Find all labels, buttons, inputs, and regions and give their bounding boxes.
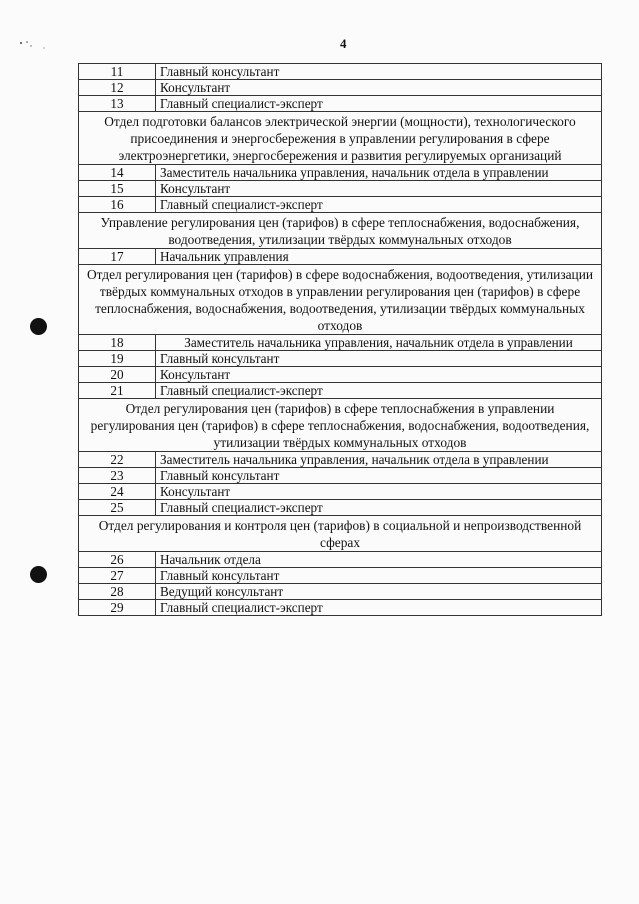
position-title: Консультант <box>156 367 602 383</box>
position-number: 15 <box>79 181 156 197</box>
table-row <box>79 181 602 197</box>
position-number: 17 <box>79 249 156 265</box>
position-title: Главный специалист-эксперт <box>156 96 602 112</box>
table-row <box>79 568 602 584</box>
table-row <box>79 249 602 265</box>
position-title: Главный консультант <box>156 468 602 484</box>
table-row <box>79 197 602 213</box>
table-row <box>79 468 602 484</box>
punch-hole-bottom <box>30 566 47 583</box>
position-title: Заместитель начальника управления, начальник отдела в управлении <box>156 165 602 181</box>
position-title: Заместитель начальника управления, начальник отдела в управлении <box>156 452 602 468</box>
table-row <box>79 64 602 80</box>
table-row <box>79 383 602 399</box>
position-number: 27 <box>79 568 156 584</box>
section-heading-row <box>79 265 602 335</box>
table-row <box>79 452 602 468</box>
section-heading-row <box>79 112 602 165</box>
position-title: Главный специалист-эксперт <box>156 600 602 616</box>
section-heading: Отдел подготовки балансов электрической энергии (мощности), технологического присоединения и энергосбережения в управлении регулирования в сфере электроэнергетики, энергосбережения и развития регулируемых организаций <box>79 112 602 165</box>
position-number: 18 <box>79 335 156 351</box>
table-row <box>79 552 602 568</box>
position-number: 26 <box>79 552 156 568</box>
table-row <box>79 584 602 600</box>
table-row <box>79 500 602 516</box>
position-number: 29 <box>79 600 156 616</box>
position-number: 21 <box>79 383 156 399</box>
position-number: 24 <box>79 484 156 500</box>
position-number: 23 <box>79 468 156 484</box>
punch-hole-top <box>30 318 47 335</box>
table-row <box>79 165 602 181</box>
staff-positions-table-container <box>78 63 602 616</box>
position-title: Консультант <box>156 181 602 197</box>
position-title: Заместитель начальника управления, начальник отдела в управлении <box>156 335 602 351</box>
position-number: 12 <box>79 80 156 96</box>
table-row <box>79 484 602 500</box>
section-heading-row <box>79 516 602 552</box>
table-row <box>79 367 602 383</box>
table-row <box>79 351 602 367</box>
staff-positions-table <box>78 63 602 616</box>
table-row <box>79 335 602 351</box>
section-heading: Отдел регулирования цен (тарифов) в сфере теплоснабжения в управлении регулирования цен (тарифов) в сфере теплоснабжения, водоснабжения, водоотведения, утилизации твёрдых коммунальных отходов <box>79 399 602 452</box>
position-title: Консультант <box>156 484 602 500</box>
position-title: Начальник отдела <box>156 552 602 568</box>
position-title: Ведущий консультант <box>156 584 602 600</box>
position-title: Главный специалист-эксперт <box>156 383 602 399</box>
section-heading-row <box>79 213 602 249</box>
position-title: Главный консультант <box>156 351 602 367</box>
position-number: 16 <box>79 197 156 213</box>
table-row <box>79 600 602 616</box>
position-title: Главный специалист-эксперт <box>156 500 602 516</box>
scan-noise-marks <box>18 38 48 52</box>
section-heading: Отдел регулирования цен (тарифов) в сфере водоснабжения, водоотведения, утилизации твёрдых коммунальных отходов в управлении регулирования цен (тарифов) в сфере теплоснабжения, водоснабжения, водоотведения, утилизации твёрдых коммунальных отходов <box>79 265 602 335</box>
position-title: Главный консультант <box>156 568 602 584</box>
table-row <box>79 80 602 96</box>
position-title: Главный специалист-эксперт <box>156 197 602 213</box>
position-number: 20 <box>79 367 156 383</box>
table-row <box>79 96 602 112</box>
position-title: Главный консультант <box>156 64 602 80</box>
section-heading-row <box>79 399 602 452</box>
position-number: 19 <box>79 351 156 367</box>
position-number: 11 <box>79 64 156 80</box>
position-title: Начальник управления <box>156 249 602 265</box>
page-number: 4 <box>340 36 347 51</box>
section-heading: Управление регулирования цен (тарифов) в сфере теплоснабжения, водоснабжения, водоотведения, утилизации твёрдых коммунальных отходов <box>79 213 602 249</box>
position-number: 28 <box>79 584 156 600</box>
table-body <box>79 64 602 616</box>
section-heading: Отдел регулирования и контроля цен (тарифов) в социальной и непроизводственной сферах <box>79 516 602 552</box>
position-number: 14 <box>79 165 156 181</box>
position-number: 25 <box>79 500 156 516</box>
position-title: Консультант <box>156 80 602 96</box>
position-number: 22 <box>79 452 156 468</box>
position-number: 13 <box>79 96 156 112</box>
